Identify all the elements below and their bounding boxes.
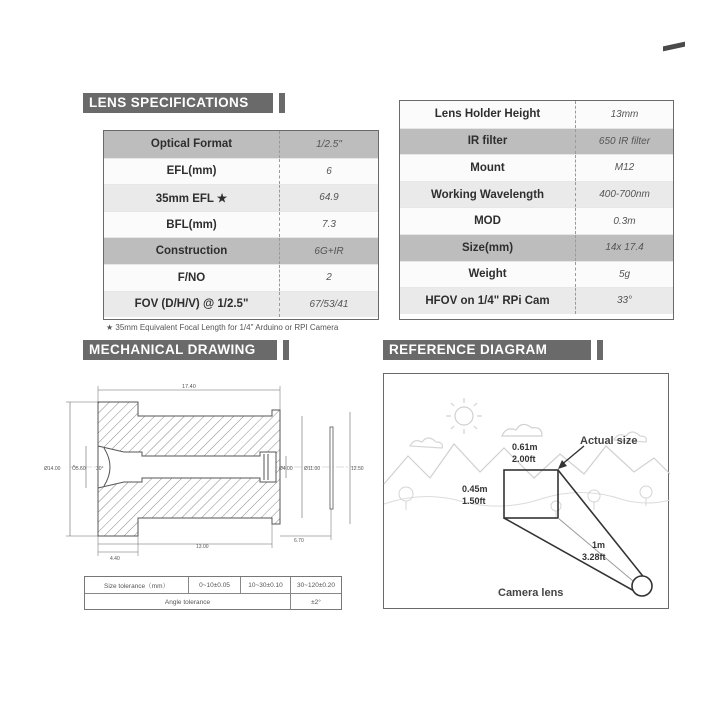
dim-dia-front-label: Õ5.60 xyxy=(72,466,86,472)
spec-value: 6 xyxy=(326,165,332,177)
spec-row xyxy=(400,287,673,314)
actual-size-frame xyxy=(504,470,558,518)
spec-label: F/NO xyxy=(104,265,280,291)
lens-spec-table-left xyxy=(103,130,379,320)
spec-label: MOD xyxy=(400,208,576,234)
spec-row xyxy=(400,261,673,288)
section-title-mechanical: MECHANICAL DRAWING xyxy=(83,340,277,360)
spec-value: M12 xyxy=(614,162,635,174)
spec-label: Construction xyxy=(104,238,280,264)
cloud-icon xyxy=(502,424,542,436)
sun-icon xyxy=(446,398,482,434)
spec-row xyxy=(104,211,378,238)
mechanical-drawing xyxy=(44,372,372,574)
dim-length-label: 17.40 xyxy=(182,384,196,390)
view-cone-line xyxy=(504,518,636,592)
spec-label: Size(mm) xyxy=(400,235,576,261)
spec-value: 13mm xyxy=(610,108,639,120)
dim-bfl-label: 6.70 xyxy=(294,538,304,544)
spec-value: 64.9 xyxy=(319,192,339,204)
height-m-label: 0.45m xyxy=(462,484,488,494)
spec-label: Working Wavelength xyxy=(400,182,576,208)
width-m-label: 0.61m xyxy=(512,442,538,452)
section-title-lens-specs: LENS SPECIFICATIONS xyxy=(83,93,273,113)
tolerance-range: 0~10±0.05 xyxy=(189,577,241,593)
spec-value: 33° xyxy=(616,295,633,307)
camera-lens-icon xyxy=(632,576,652,596)
spec-label: Lens Holder Height xyxy=(400,101,576,128)
spec-row xyxy=(104,237,378,264)
spec-label: Optical Format xyxy=(104,131,280,158)
dim-dia-mount-label: Ø11.00 xyxy=(304,466,321,472)
view-cone-line xyxy=(558,470,646,580)
tolerance-angle-row xyxy=(85,594,341,610)
tolerance-angle-label: Angle tolerance xyxy=(85,594,291,610)
spec-row xyxy=(400,181,673,208)
dim-angle-label: 30° xyxy=(96,466,104,472)
spec-label: BFL(mm) xyxy=(104,212,280,238)
height-ft-label: 1.50ft xyxy=(462,496,486,506)
spec-row xyxy=(400,128,673,155)
spec-value: 0.3m xyxy=(613,215,636,227)
width-ft-label: 2.00ft xyxy=(512,454,536,464)
spec-row xyxy=(400,154,673,181)
spec-label: 35mm EFL ★ xyxy=(104,185,280,211)
spec-value: 7.3 xyxy=(322,219,336,231)
spec-row xyxy=(104,158,378,185)
spec-value: 2 xyxy=(326,272,332,284)
footnote: ★ 35mm Equivalent Focal Length for 1/4" Arduino or RPI Camera xyxy=(106,323,339,332)
spec-value: 5g xyxy=(618,268,631,280)
spec-row xyxy=(104,184,378,211)
corner-decoration xyxy=(663,42,685,52)
tree-icon xyxy=(399,486,652,518)
spec-value: 14x 17.4 xyxy=(605,242,644,254)
spec-row xyxy=(400,207,673,234)
spec-row xyxy=(104,291,378,318)
tolerance-range: 10~30±0.10 xyxy=(241,577,291,593)
tolerance-table xyxy=(84,576,342,610)
spec-label: Mount xyxy=(400,155,576,181)
spec-label: IR filter xyxy=(400,129,576,155)
spec-label: FOV (D/H/V) @ 1/2.5" xyxy=(104,292,280,318)
spec-row xyxy=(104,264,378,291)
tolerance-size-label: Size tolerance（mm） xyxy=(85,577,189,593)
sensor-plate xyxy=(330,427,333,509)
spec-value: 67/53/41 xyxy=(309,298,349,310)
section-title-reference: REFERENCE DIAGRAM xyxy=(383,340,591,360)
reference-diagram xyxy=(383,373,669,609)
spec-label: Weight xyxy=(400,262,576,288)
spec-label: HFOV on 1/4" RPi Cam xyxy=(400,288,576,314)
distance-m-label: 1m xyxy=(592,540,606,550)
spec-row xyxy=(104,131,378,158)
dim-height-label: 12.50 xyxy=(351,466,364,472)
spec-value: 1/2.5" xyxy=(316,138,342,150)
spec-row xyxy=(400,234,673,261)
cloud-icon xyxy=(410,438,442,448)
actual-size-label: Actual size xyxy=(580,435,638,447)
reference-diagram-svg xyxy=(384,374,670,610)
dim-body-label: 13.00 xyxy=(196,544,209,550)
spec-label: EFL(mm) xyxy=(104,159,280,185)
distance-ft-label: 3.28ft xyxy=(582,552,606,562)
lens-drawing-svg xyxy=(44,372,372,574)
tolerance-angle-value: ±2° xyxy=(311,598,321,606)
spec-row xyxy=(400,101,673,128)
spec-value: 650 IR filter xyxy=(598,135,651,147)
tolerance-size-row xyxy=(85,577,341,594)
spec-value: 400-700nm xyxy=(599,189,650,201)
tolerance-range: 30~120±0.20 xyxy=(296,581,336,589)
camera-lens-label: Camera lens xyxy=(498,587,564,599)
dim-front-label: 4.40 xyxy=(110,556,120,562)
spec-value: 6G+IR xyxy=(314,245,344,257)
lens-spec-table-right xyxy=(399,100,674,320)
dim-dia-outer-label: Ø14.00 xyxy=(44,466,61,472)
dim-dia-rear-label: Ø4.00 xyxy=(279,466,293,472)
hills xyxy=(384,492,670,506)
